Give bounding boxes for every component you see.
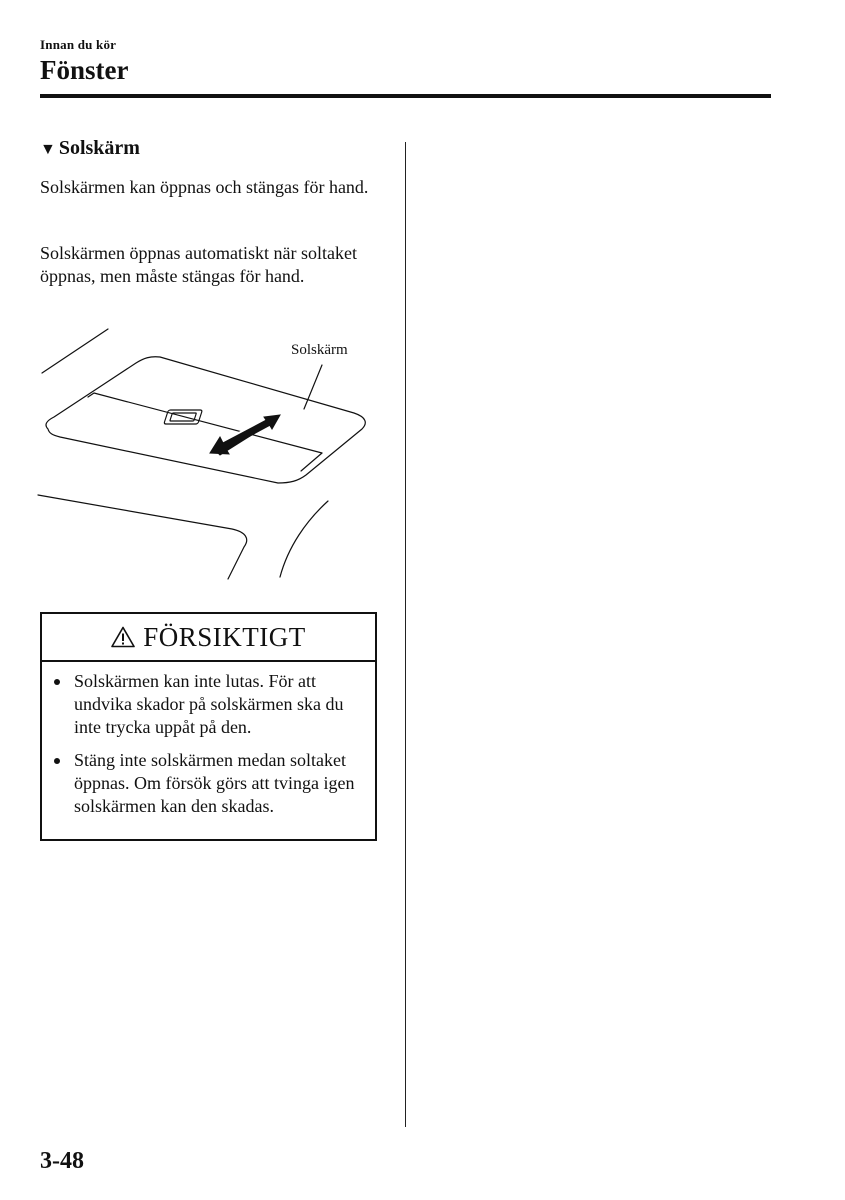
warning-triangle-icon	[111, 626, 135, 648]
section-label: Innan du kör	[40, 37, 117, 52]
subheading	[40, 137, 140, 160]
caution-item-text: Solskärmen kan inte lutas. För att undvika skador på solskärmen ska du inte trycka uppåt på den.	[74, 671, 344, 737]
paragraph: Solskärmen öppnas automatiskt när soltaket öppnas, men måste stängas för hand.	[40, 243, 357, 286]
caution-item-text: Stäng inte solskärmen medan soltaket öppnas. Om försök görs att tvinga igen solskärmen kan den skadas.	[74, 750, 355, 816]
caution-list	[42, 662, 375, 818]
caution-title: FÖRSIKTIGT	[143, 621, 306, 652]
figure-callout: Solskärm	[291, 342, 348, 358]
page-title: Fönster	[40, 55, 129, 85]
bullet-icon	[54, 758, 60, 764]
paragraph: Solskärmen kan öppnas och stängas för hand.	[40, 177, 369, 197]
triangle-down-icon: ▼	[40, 141, 56, 158]
list-item	[54, 749, 365, 818]
list-item	[54, 670, 365, 739]
sunshade-illustration	[36, 325, 386, 585]
bullet-icon	[54, 679, 60, 685]
column-divider	[405, 142, 406, 1127]
page-number: 3-48	[40, 1148, 84, 1174]
subheading-text: Solskärm	[58, 137, 140, 159]
caution-box	[40, 612, 377, 841]
caution-header	[42, 614, 375, 662]
title-rule	[40, 94, 771, 98]
